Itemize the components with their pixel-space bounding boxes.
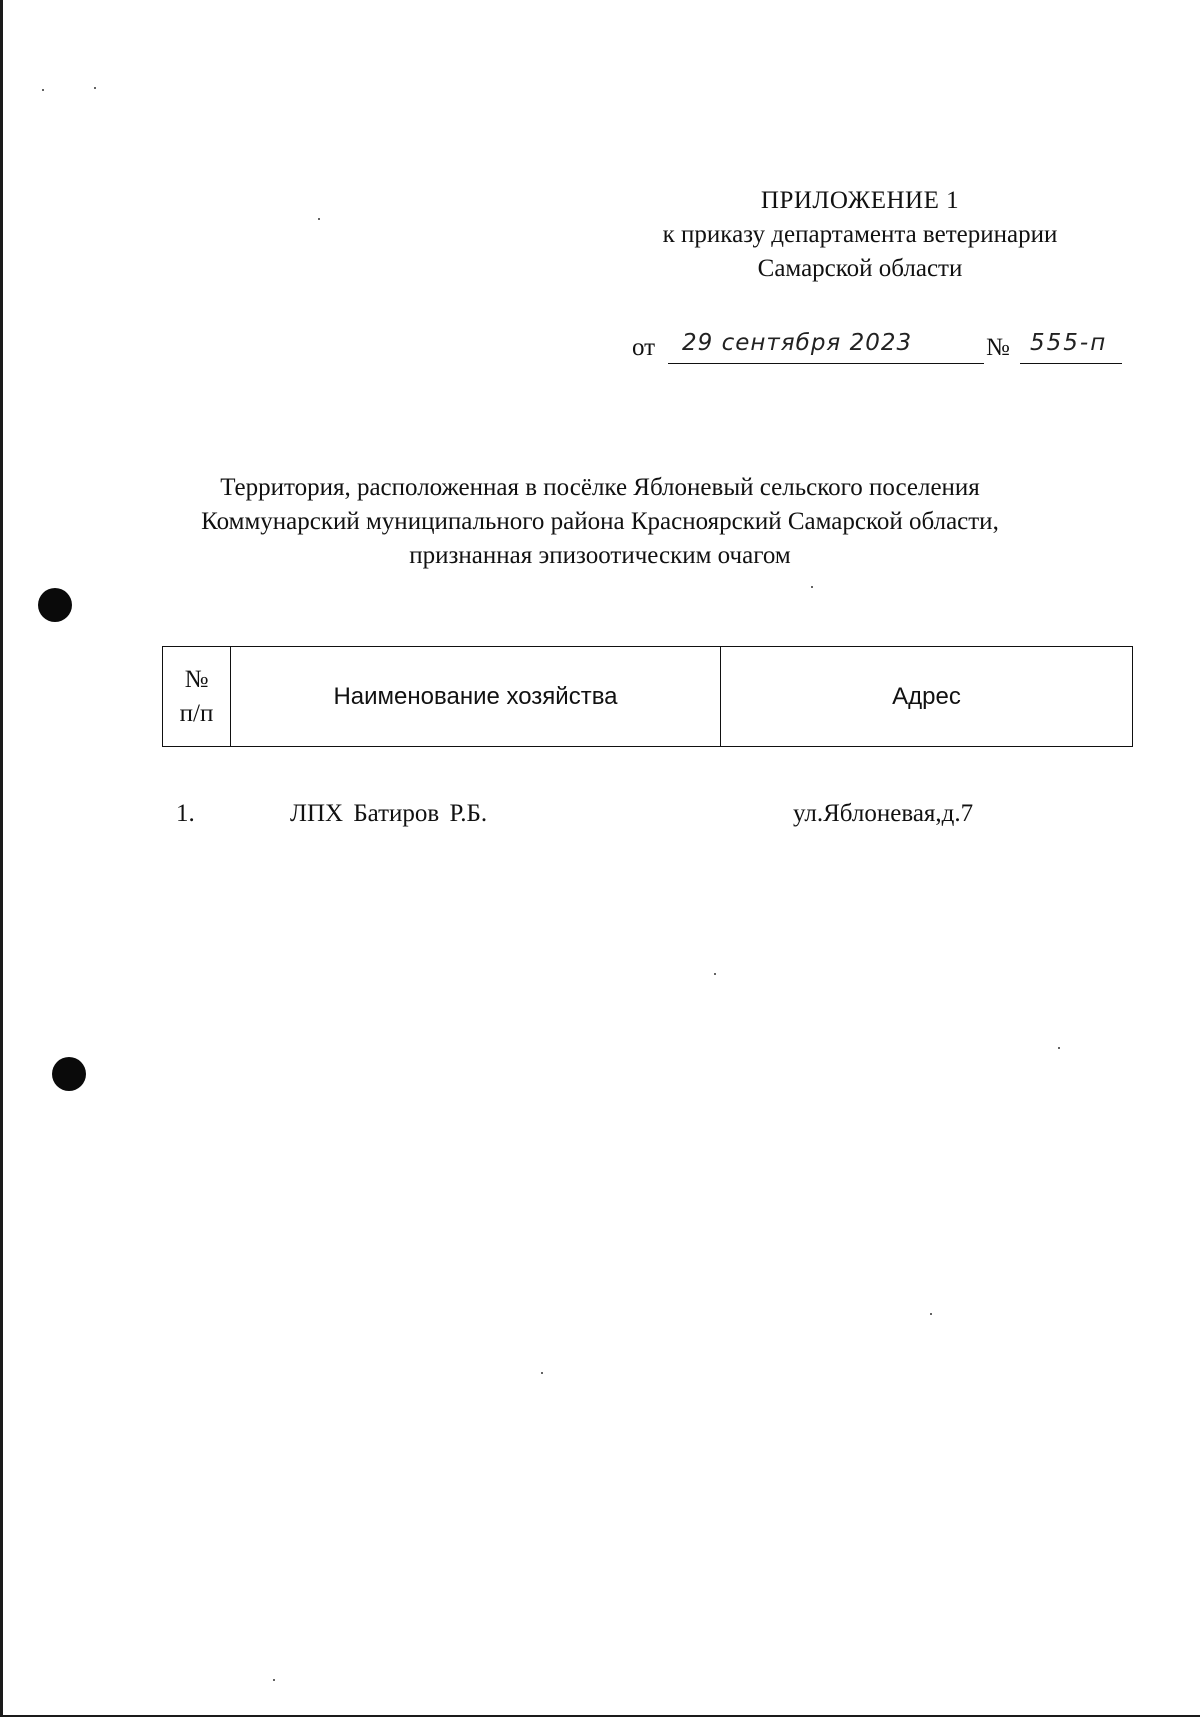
- heading-line-3: признанная эпизоотическим очагом: [409, 542, 791, 569]
- scan-speck: [94, 87, 96, 89]
- farm-table-header: [162, 646, 1133, 747]
- table-header-row: [163, 647, 1133, 747]
- scan-speck: [714, 973, 716, 975]
- row-farm-name: ЛПХ Батиров Р.Б.: [290, 800, 488, 827]
- order-number-handwritten: 555-п: [1020, 330, 1122, 364]
- appendix-order-reference: к приказу департамента ветеринарии: [662, 221, 1058, 248]
- table-row: [0, 800, 1200, 836]
- scan-left-edge: [0, 0, 3, 1717]
- scan-speck: [930, 1313, 932, 1315]
- row-number: 1.: [176, 800, 195, 827]
- order-date-handwritten: 29 сентября 2023: [668, 330, 984, 364]
- heading-line-1: Территория, расположенная в посёлке Яблоневый сельского поселения: [220, 474, 980, 501]
- column-header-number: [163, 647, 231, 747]
- scan-speck: [811, 586, 813, 588]
- scan-speck: [42, 89, 44, 91]
- scan-speck: [318, 218, 320, 220]
- scan-speck: [273, 1679, 275, 1681]
- heading-line-2: Коммунарский муниципального района Красноярский Самарской области,: [201, 508, 999, 535]
- order-number-label: №: [986, 334, 1010, 361]
- order-from-label: от: [632, 334, 656, 361]
- row-address: ул.Яблоневая,д.7: [793, 800, 974, 827]
- column-header-number-sign: №: [184, 665, 209, 693]
- column-header-number-abbrev: п/п: [179, 699, 214, 727]
- order-date-number-line: [632, 326, 1122, 366]
- punch-hole-bottom: [52, 1057, 86, 1091]
- column-header-address: Адрес: [721, 647, 1133, 747]
- territory-heading: [130, 471, 1070, 573]
- appendix-header: [600, 184, 1120, 286]
- punch-hole-top: [38, 588, 72, 622]
- scan-speck: [1058, 1047, 1060, 1049]
- column-header-farm-name: Наименование хозяйства: [231, 647, 721, 747]
- appendix-title: ПРИЛОЖЕНИЕ 1: [760, 187, 960, 214]
- appendix-region: Самарской области: [757, 255, 963, 282]
- scan-speck: [541, 1372, 543, 1374]
